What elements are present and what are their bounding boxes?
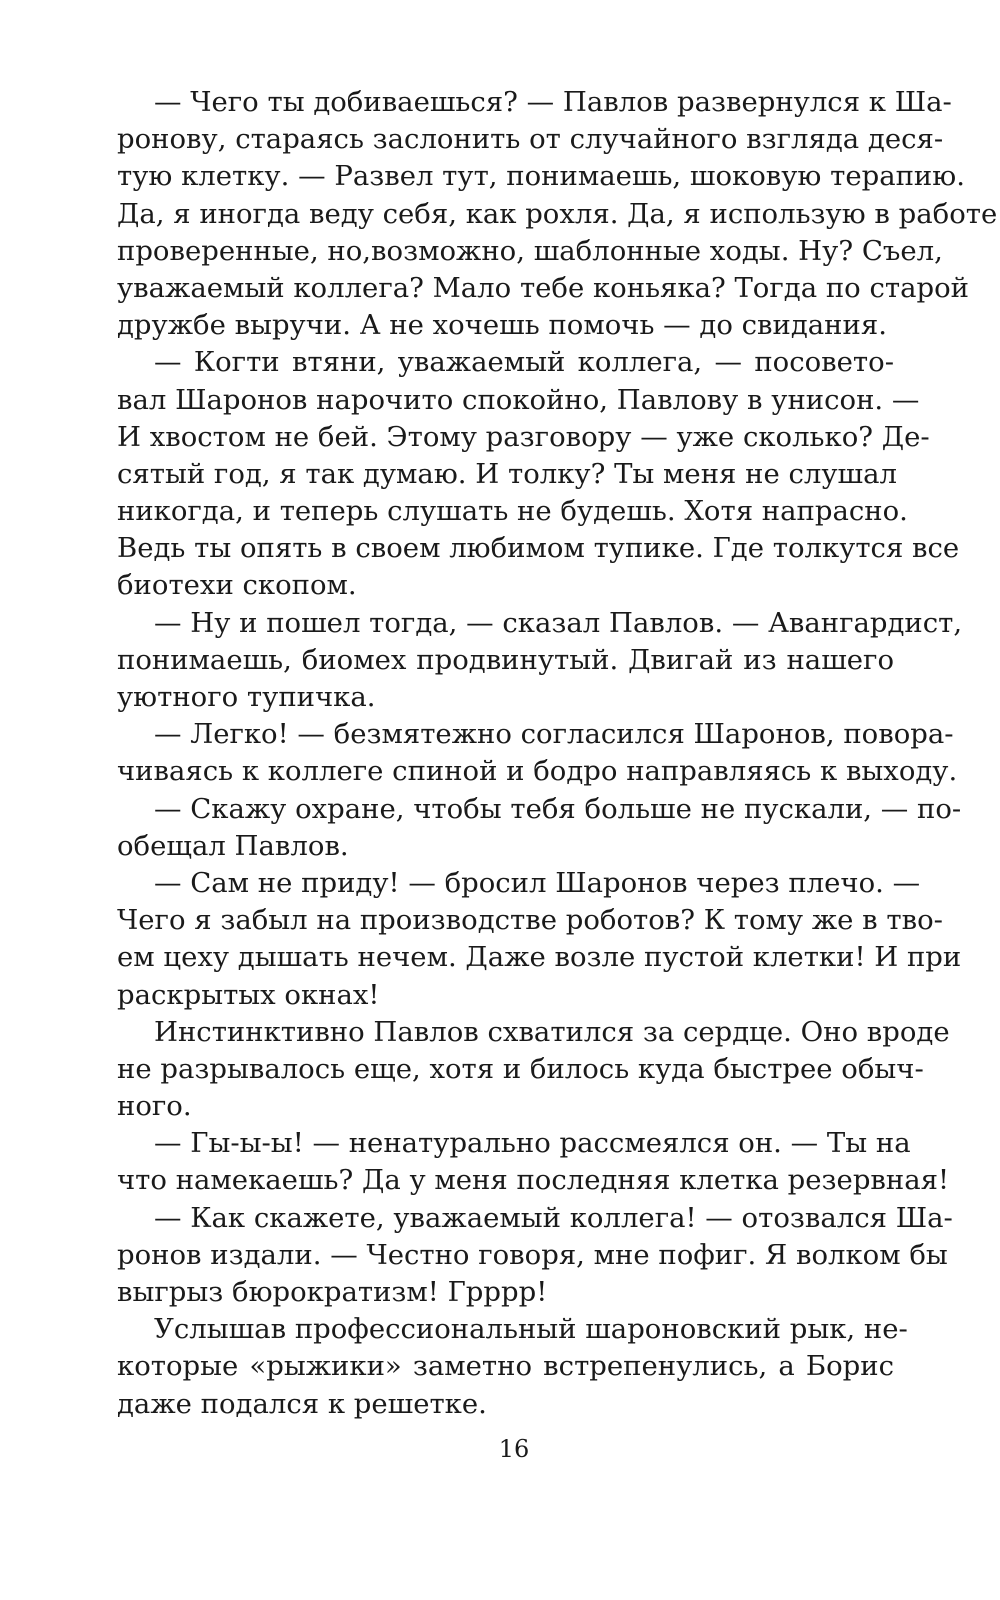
text-line: ем цеху дышать нечем. Даже возле пустой клетки! И при [117,941,962,974]
text-line: — Как скажете, уважаемый коллега! — отозвался Ша- [154,1201,953,1234]
paragraph [117,344,960,604]
text-line: обещал Павлов. [117,829,349,862]
text-line: ронову, стараясь заслонить от случайного взгляда деся- [117,123,944,156]
text-line: ронов издали. — Честно говоря, мне пофиг. Я волком бы [117,1238,948,1271]
text-line: Услышав профессиональный шароновский рык, не- [154,1313,908,1346]
text-line: Да, я иногда веду себя, как рохля. Да, я использую в работе [117,197,998,230]
text-line: проверенные, но,возможно, шаблонные ходы. Ну? Съел, [117,234,943,267]
paragraph [117,791,962,865]
text-line: — Гы-ы-ы! — ненатурально рассмеялся он. — Ты на [154,1127,911,1160]
text-line: И хвостом не бей. Этому разговору — уже сколько? Де- [117,420,930,453]
text-line: ного. [117,1090,192,1123]
text-line: чиваясь к коллеге спиной и бодро направляясь к выходу. [117,755,958,788]
text-line: биотехи скопом. [117,569,357,602]
body-text [117,84,998,1423]
text-line: дружбе выручи. А не хочешь помочь — до свидания. [117,309,887,342]
text-line: которые «рыжики» заметно встрепенулись, а Борис [117,1350,894,1383]
text-line: вал Шаронов нарочито спокойно, Павлову в унисон. — [117,383,920,416]
text-line: не разрывалось еще, хотя и билось куда быстрее обыч- [117,1052,924,1085]
text-line: сятый год, я так думаю. И толку? Ты меня не слушал [117,457,897,490]
page-number: 16 [498,1435,530,1463]
text-line: понимаешь, биомех продвинутый. Двигай из нашего [117,643,894,676]
paragraph [117,1200,953,1312]
text-line: выгрыз бюрократизм! Грррр! [117,1276,548,1308]
text-line: — Сам не приду! — бросил Шаронов через плечо. — [154,866,921,899]
text-line: Чего я забыл на производстве роботов? К тому же в тво- [117,904,943,937]
paragraph [117,605,963,717]
text-line: — Когти втяни, уважаемый коллега, — посовето- [154,346,894,379]
text-line: — Ну и пошел тогда, — сказал Павлов. — Авангардист, [154,606,963,639]
text-line: что намекаешь? Да у меня последняя клетка резервная! [117,1164,950,1197]
text-line: — Скажу охране, чтобы тебя больше не пускали, — по- [154,792,962,825]
text-line: уютного тупичка. [117,681,376,713]
text-line: раскрытых окнах! [117,978,380,1011]
text-line: тую клетку. — Развел тут, понимаешь, шоковую терапию. [117,160,965,193]
paragraph [117,1125,950,1199]
paragraph [117,84,998,344]
text-line: Ведь ты опять в своем любимом тупике. Где толкутся все [117,532,960,565]
text-line: никогда, и теперь слушать не будешь. Хотя напрасно. [117,495,908,528]
paragraph [117,865,962,1014]
text-line: уважаемый коллега? Мало тебе коньяка? Тогда по старой [117,271,969,304]
paragraph [117,716,958,790]
text-line: Инстинктивно Павлов схватился за сердце. Оно вроде [154,1015,950,1048]
text-line: — Легко! — безмятежно согласился Шаронов, повора- [154,718,954,751]
paragraph [117,1014,950,1126]
text-line: даже подался к решетке. [117,1387,487,1420]
text-line: — Чего ты добиваешься? — Павлов развернулся к Ша- [154,86,952,118]
paragraph [117,1311,908,1423]
